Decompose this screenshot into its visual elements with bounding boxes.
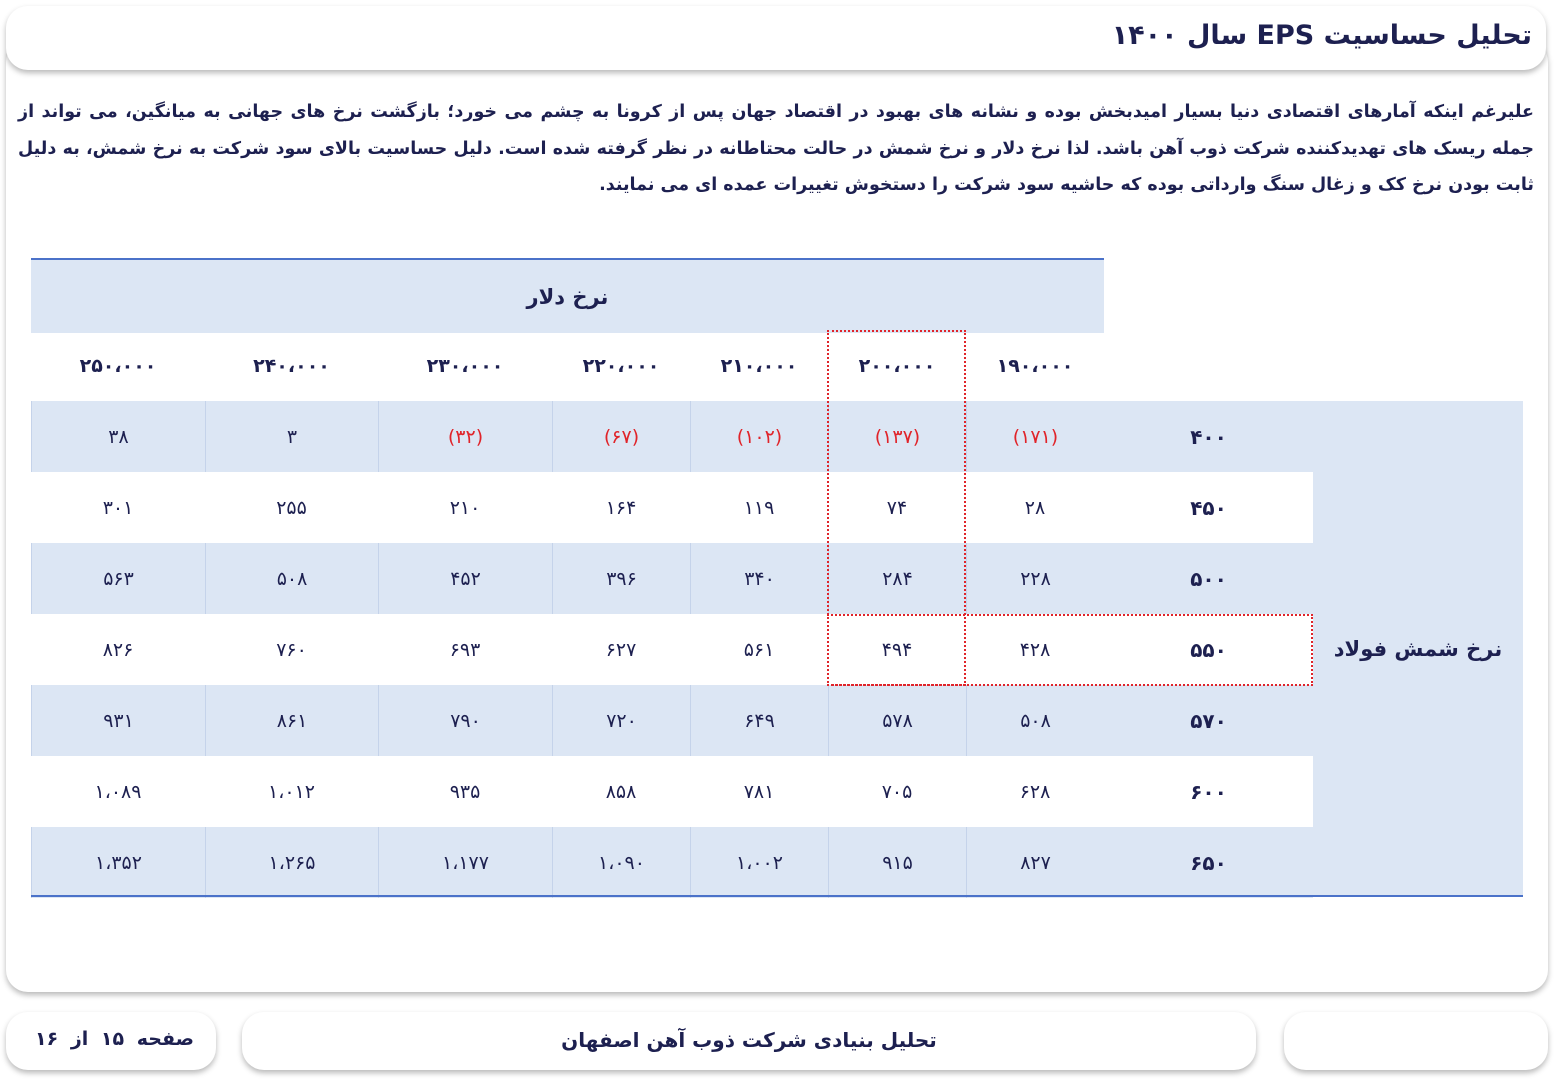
eps-value-cell: ۹۳۵: [449, 780, 481, 803]
eps-value-cell: (۱۳۷): [828, 401, 966, 472]
table-row: [31, 543, 1313, 614]
footer-page-panel: [6, 1012, 216, 1070]
eps-value-cell: ۱،۰۹۰: [552, 827, 690, 898]
eps-value-cell: ۸۵۸: [605, 780, 637, 803]
steel-rate-header: نرخ شمش فولاد: [1313, 401, 1523, 897]
eps-value-cell: ۷۶۰: [276, 638, 307, 661]
eps-value-cell: (۳۲): [378, 401, 552, 472]
eps-value-cell: ۲۲۸: [966, 543, 1104, 614]
eps-value-cell: ۱،۰۸۹: [94, 780, 142, 803]
eps-value-cell: ۲۸: [1024, 496, 1046, 519]
eps-value-cell: ۶۹۳: [449, 638, 481, 661]
dollar-rate-column-header: ۲۴۰،۰۰۰: [253, 355, 330, 377]
footer-title-panel: [242, 1012, 1256, 1070]
eps-value-cell: ۸۲۶: [102, 638, 134, 661]
steel-rate-label: ۵۷۰: [1190, 708, 1227, 733]
table-row: [31, 401, 1313, 472]
dollar-rate-column-header: ۱۹۰،۰۰۰: [996, 355, 1074, 377]
dollar-rate-column-header: ۲۱۰،۰۰۰: [720, 355, 798, 377]
steel-rate-label: ۴۵۰: [1190, 495, 1227, 520]
eps-value-cell: ۵۰۸: [966, 685, 1104, 756]
dollar-rate-column-header: ۲۲۰،۰۰۰: [582, 355, 660, 377]
table-bottom-border: [31, 895, 1523, 897]
eps-value-cell: ۳۰۱: [102, 496, 134, 519]
steel-rate-label: ۴۰۰: [1190, 424, 1227, 449]
total-pages: ۱۶: [35, 1028, 59, 1050]
page-label: صفحه: [136, 1028, 194, 1050]
steel-rate-label: ۶۰۰: [1190, 779, 1227, 804]
eps-value-cell: ۳۴۰: [690, 543, 828, 614]
eps-value-cell: ۷۰۵: [881, 780, 913, 803]
page-indicator: [35, 1028, 194, 1050]
eps-value-cell: ۱،۰۰۲: [690, 827, 828, 898]
eps-value-cell: ۳۸: [31, 401, 205, 472]
eps-value-cell: (۱۷۱): [966, 401, 1104, 472]
eps-value-cell: ۴۲۸: [1019, 638, 1051, 661]
eps-value-cell: ۲۵۵: [276, 496, 307, 519]
eps-value-cell: ۶۴۹: [690, 685, 828, 756]
dollar-rate-column-header: ۲۵۰،۰۰۰: [79, 355, 157, 377]
eps-value-cell: ۲۱۰: [449, 496, 481, 519]
highlight-steel-row: [827, 614, 1313, 686]
eps-value-cell: ۱،۱۷۷: [378, 827, 552, 898]
eps-value-cell: (۶۷): [552, 401, 690, 472]
table-row: [31, 685, 1313, 756]
dollar-rate-column-header: ۲۳۰،۰۰۰: [426, 355, 504, 377]
eps-value-cell: ۱،۳۵۲: [31, 827, 205, 898]
footer-title: تحلیل بنیادی شرکت ذوب آهن اصفهان: [561, 1028, 937, 1052]
eps-value-cell: ۹۱۵: [828, 827, 966, 898]
dollar-rate-column-header: ۲۰۰،۰۰۰: [858, 355, 936, 377]
table-row: [31, 472, 1313, 543]
dollar-rate-header: نرخ دلار: [31, 258, 1104, 333]
eps-value-cell: ۷۹۰: [378, 685, 552, 756]
of-label: از: [70, 1028, 89, 1050]
intro-paragraph: علیرغم اینکه آمارهای اقتصادی دنیا بسیار امیدبخش بوده و نشانه های بهبود در اقتصاد جهان پس از کرونا به چشم می خورد؛ بازگشت نرخ های جهانی به میانگین، می تواند از جمله ریسک های تهدیدکننده شرکت ذوب آهن باشد. لذا نرخ دلار و نرخ شمش در حالت محتاطانه در نظر گرفته شده است. دلیل حساسیت بالای سود شرکت به نرخ شمش، به دلیل ثابت بودن نرخ کک و زغال سنگ وارداتی بوده که حاشیه سود شرکت را دستخوش تغییرات عمده ای می نمایند.: [18, 102, 1534, 195]
eps-value-cell: ۷۴: [886, 496, 908, 519]
eps-value-cell: ۵۷۸: [828, 685, 966, 756]
steel-rate-label: ۶۵۰: [1190, 850, 1227, 875]
page-title: تحلیل حساسیت EPS سال ۱۴۰۰: [1111, 20, 1532, 51]
eps-value-cell: ۵۰۸: [205, 543, 378, 614]
footer-right-panel: [1284, 1012, 1548, 1070]
eps-value-cell: ۹۳۱: [31, 685, 205, 756]
eps-value-cell: ۱۶۴: [605, 496, 637, 519]
eps-value-cell: ۷۸۱: [743, 780, 775, 803]
eps-value-cell: (۱۰۲): [690, 401, 828, 472]
eps-value-cell: ۷۲۰: [552, 685, 690, 756]
eps-value-cell: ۳: [205, 401, 378, 472]
header-bar: [6, 6, 1546, 70]
eps-value-cell: ۴۵۲: [378, 543, 552, 614]
eps-value-cell: ۱،۰۱۲: [268, 780, 315, 803]
page-number: ۱۵: [100, 1028, 125, 1050]
eps-value-cell: ۲۸۴: [828, 543, 966, 614]
table-row: [31, 827, 1313, 898]
eps-value-cell: ۱۱۹: [743, 496, 775, 519]
steel-rate-label: ۵۰۰: [1190, 566, 1227, 591]
eps-value-cell: ۵۶۱: [743, 638, 775, 661]
eps-value-cell: ۳۹۶: [552, 543, 690, 614]
eps-value-cell: ۸۲۷: [966, 827, 1104, 898]
eps-value-cell: ۶۲۸: [1019, 780, 1051, 803]
eps-value-cell: ۶۲۷: [605, 638, 637, 661]
eps-value-cell: ۸۶۱: [205, 685, 378, 756]
eps-value-cell: ۴۹۴: [881, 638, 913, 661]
eps-value-cell: ۱،۲۶۵: [205, 827, 378, 898]
table-row: [31, 756, 1313, 827]
eps-value-cell: ۵۶۳: [31, 543, 205, 614]
steel-rate-label: ۵۵۰: [1190, 637, 1227, 662]
